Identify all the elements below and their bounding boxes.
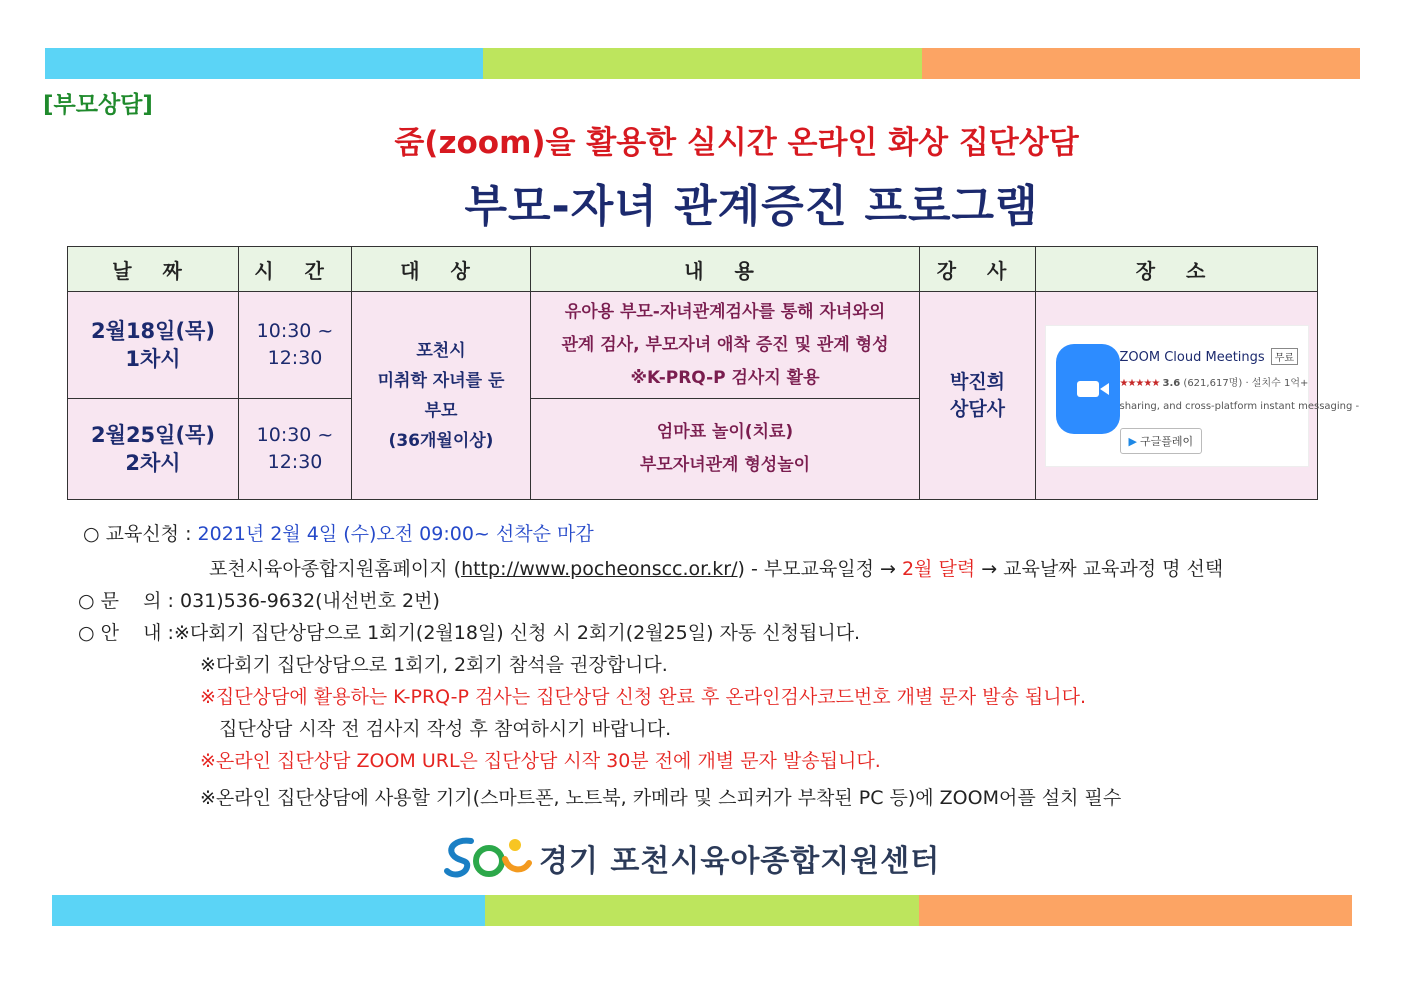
zoom-app-name-rest: Cloud Meetings	[1160, 349, 1265, 365]
notice-line: ※집단상담에 활용하는 K-PRQ-P 검사는 집단상담 신청 완료 후 온라인검사코드번호 개별 문자 발송 됩니다.	[200, 686, 1087, 708]
notice-label: ○ 안 내 :	[78, 622, 174, 644]
apply-path-highlight: 2월 달력	[901, 558, 976, 580]
session-1-time-end: 12:30	[267, 347, 323, 369]
zoom-app-name-bold: ZOOM	[1119, 349, 1161, 365]
rating-stars-icon: ★★★★★	[1119, 377, 1160, 389]
zoom-app-icon	[1056, 344, 1120, 434]
contact-label: ○ 문 의 :	[78, 590, 174, 612]
zoom-app-description: sharing, and cross-platform instant messaging -	[1119, 400, 1360, 412]
google-play-label: 구글플레이	[1139, 434, 1194, 448]
center-logo-icon	[443, 835, 533, 881]
apply-path-text: ) - 부모교육일정 →	[737, 558, 902, 580]
session-2-number: 2차시	[125, 451, 181, 475]
subtitle: 줌(zoom)을 활용한 실시간 온라인 화상 집단상담	[394, 125, 1079, 161]
header-target: 대 상	[352, 247, 531, 292]
notice-line: ※온라인 집단상담에 사용할 기기(스마트폰, 노트북, 카메라 및 스피커가 부착된 PC 등)에 ZOOM어플 설치 필수	[200, 787, 1122, 809]
footer	[443, 835, 940, 881]
notice-line	[78, 618, 860, 645]
zoom-app-card[interactable]	[1045, 325, 1360, 467]
content-line: 부모자녀관계 형성놀이	[639, 455, 811, 475]
apply-label: ○ 교육신청 :	[83, 523, 192, 545]
content-line: 유아용 부모-자녀관계검사를 통해 자녀와의	[564, 301, 886, 322]
apply-line	[83, 519, 594, 546]
program-table	[67, 246, 1360, 500]
content-line: 엄마표 놀이(치료)	[656, 422, 794, 442]
section-tag: [부모상담]	[43, 92, 153, 118]
header-venue: 장 소	[1036, 247, 1318, 292]
session-2-date	[68, 399, 239, 500]
table-row	[68, 292, 1318, 399]
contact-line	[78, 586, 440, 613]
lecturer-cell	[920, 292, 1036, 500]
zoom-app-name	[1120, 348, 1299, 365]
apply-path-line	[209, 554, 1223, 581]
google-play-button[interactable]	[1120, 428, 1203, 454]
target-line: 부모	[424, 400, 458, 421]
target-line: (36개월이상)	[388, 430, 494, 451]
bottom-color-band	[52, 895, 1352, 926]
lecturer-title: 상담사	[949, 397, 1006, 420]
header-lecturer: 강 사	[920, 247, 1036, 292]
contact-phone: 031)536-9632(내선번호 2번)	[179, 590, 440, 612]
org-name: 경기 포천시육아종합지원센터	[539, 844, 941, 879]
notice-text: ※다회기 집단상담으로 1회기(2월18일) 신청 시 2회기(2월25일) 자동 신청됩니다.	[173, 622, 861, 644]
session-2-time-end: 12:30	[267, 451, 323, 473]
install-count: · 설치수 1억+	[1245, 377, 1309, 389]
apply-deadline: 2021년 2월 4일 (수)오전 09:00~ 선착순 마감	[197, 523, 594, 545]
session-1-time	[239, 292, 352, 399]
band-orange-segment	[919, 895, 1352, 926]
session-2-time-start: 10:30 ~	[256, 424, 334, 446]
table-header-row	[68, 247, 1318, 292]
content-line: 관계 검사, 부모자녀 애착 증진 및 관계 형성	[561, 334, 889, 355]
notice-line: 집단상담 시작 전 검사지 작성 후 참여하시기 바랍니다.	[219, 718, 672, 740]
session-1-content	[531, 292, 920, 399]
band-green-segment	[485, 895, 918, 926]
session-1-number: 1차시	[125, 347, 181, 371]
video-camera-icon	[1077, 381, 1099, 397]
band-blue-segment	[45, 48, 483, 79]
rating-value: 3.6	[1162, 377, 1181, 389]
play-triangle-icon: ▶	[1128, 434, 1137, 448]
target-line: 미취학 자녀를 둔	[377, 370, 505, 391]
session-2-content	[531, 399, 920, 500]
band-orange-segment	[922, 48, 1360, 79]
session-2-time	[239, 399, 352, 500]
homepage-link[interactable]: http://www.pocheonscc.or.kr/	[461, 558, 738, 580]
session-1-time-start: 10:30 ~	[256, 320, 334, 342]
apply-path-text: → 교육날짜 교육과정 명 선택	[975, 558, 1224, 580]
zoom-app-rating	[1120, 374, 1309, 389]
free-badge: 무료	[1271, 348, 1298, 365]
rating-count: (621,617명)	[1183, 377, 1243, 389]
notice-line: ※다회기 집단상담으로 1회기, 2회기 참석을 권장합니다.	[200, 654, 668, 676]
notice-line: ※온라인 집단상담 ZOOM URL은 집단상담 시작 30분 전에 개별 문자 발송됩니다.	[200, 750, 881, 772]
page-title: 부모-자녀 관계증진 프로그램	[464, 181, 1039, 232]
venue-cell	[1036, 292, 1360, 500]
session-1-date-text: 2월18일(목)	[91, 319, 215, 343]
session-2-date-text: 2월25일(목)	[91, 423, 215, 447]
apply-path-text: 포천시육아종합지원홈페이지 (	[209, 558, 462, 580]
header-content: 내 용	[531, 247, 920, 292]
band-blue-segment	[52, 895, 485, 926]
session-1-date	[68, 292, 239, 399]
lecturer-name: 박진희	[949, 370, 1006, 393]
header-date: 날 짜	[68, 247, 239, 292]
band-green-segment	[483, 48, 921, 79]
header-time: 시 간	[239, 247, 352, 292]
content-line: ※K-PRQ-P 검사지 활용	[630, 367, 820, 388]
target-line: 포천시	[416, 340, 466, 361]
top-color-band	[45, 48, 1360, 79]
target-cell	[352, 292, 531, 500]
